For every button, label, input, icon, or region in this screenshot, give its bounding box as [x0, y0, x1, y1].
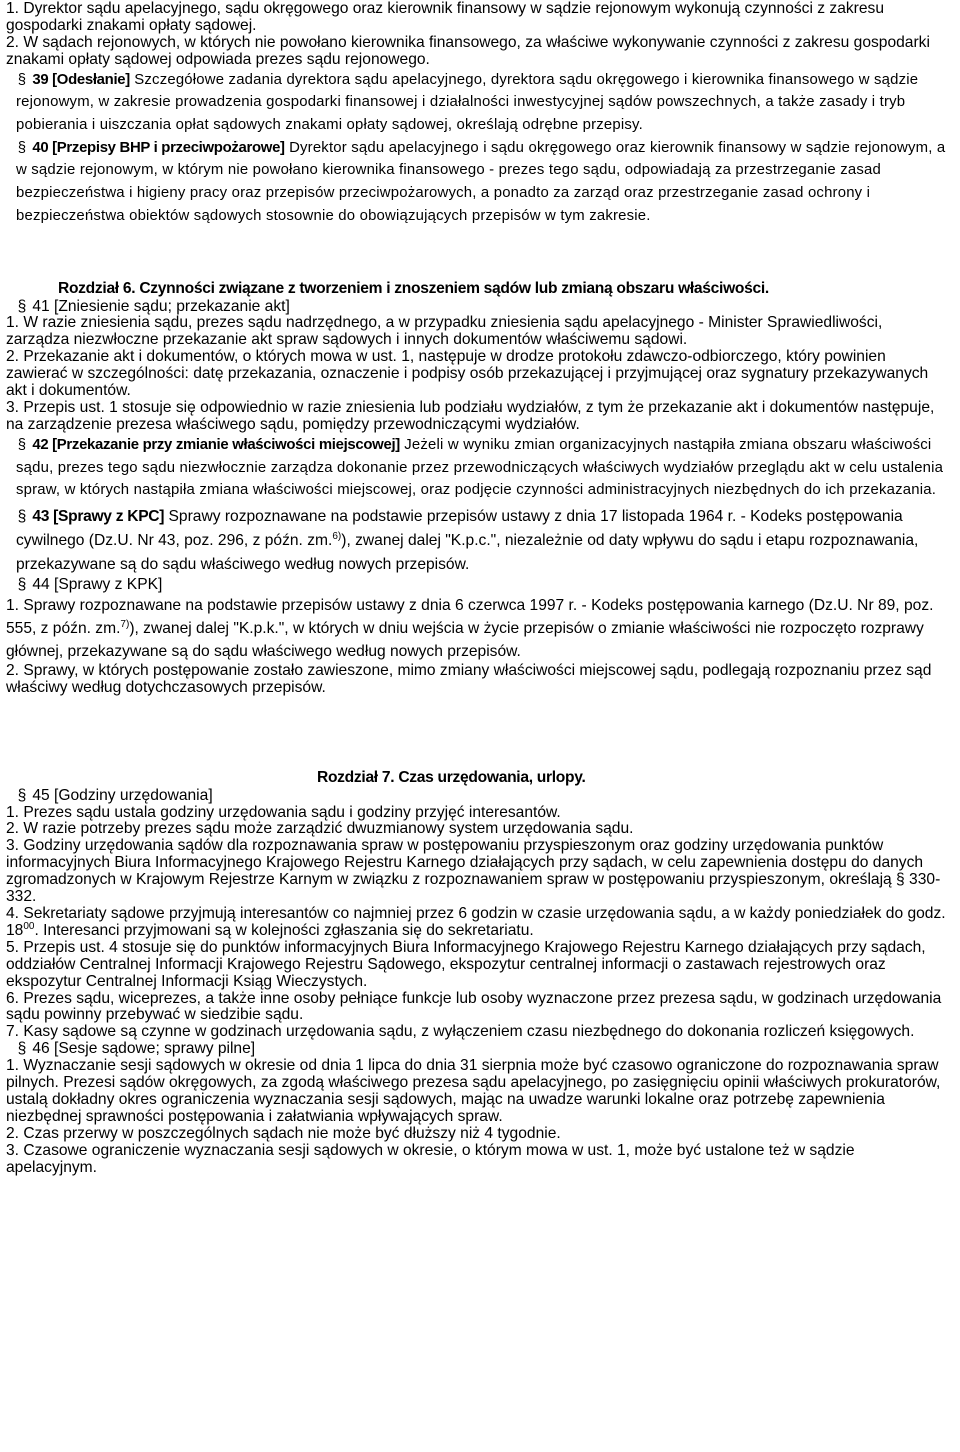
- article-41-title: 41 [Zniesienie sądu; przekazanie akt]: [32, 297, 290, 315]
- article-44-paragraph-2: 2. Sprawy, w których postępowanie zostało zawieszone, mimo zmiany właściwości miejscowej sądu, podlegają rozpoznaniu przez sąd właściwy według dotychczasowych przepisów.: [6, 661, 932, 696]
- article-40: [6, 137, 948, 228]
- footnote-6: 6): [332, 530, 342, 542]
- article-39: [6, 69, 948, 137]
- article-46-paragraph-2: 2. Czas przerwy w poszczególnych sądach nie może być dłuższy niż 4 tygodnie.: [6, 1124, 561, 1142]
- article-45-p4-a: 4. Sekretariaty sądowe przyjmują interesantów co najmniej przez 6 godzin w czasie urzędowania sądu, a w każdy poniedziałek do godz. 18: [6, 904, 946, 939]
- section-sign: §: [17, 297, 27, 315]
- article-42-title: 42 [Przekazanie przy zmianie właściwości miejscowej]: [32, 436, 400, 453]
- article-44-paragraph-1: [6, 594, 948, 663]
- article-40-title: 40 [Przepisy BHP i przeciwpożarowe]: [32, 139, 285, 156]
- article-45-paragraph-4: [6, 906, 948, 940]
- chapter-6-heading: Rozdział 6. Czynności związane z tworzeniem i znoszeniem sądów lub zmianą obszaru właściwości.: [58, 279, 769, 297]
- article-45-paragraph-6: 6. Prezes sądu, wiceprezes, a także inne osoby pełniące funkcje lub osoby wyznaczone przez prezesa sądu, w godzinach urzędowania sądu powinny przebywać w siedzibie sądu.: [6, 989, 942, 1024]
- section-sign: §: [17, 575, 27, 593]
- article-44-heading: [6, 577, 948, 594]
- chapter-7-heading: Rozdział 7. Czas urzędowania, urlopy.: [317, 768, 586, 786]
- article-46-title: 46 [Sesje sądowe; sprawy pilne]: [32, 1040, 256, 1058]
- article-45-paragraph-2: 2. W razie potrzeby prezes sądu może zarządzić dwuzmianowy system urzędowania sądu.: [6, 820, 634, 838]
- paragraph-top-1: 1. Dyrektor sądu apelacyjnego, sądu okręgowego oraz kierownik finansowy w sądzie rejonowym wykonują czynności z zakresu gospodarki znakami opłaty sądowej.: [6, 0, 885, 34]
- article-41-paragraph-2: 2. Przekazanie akt i dokumentów, o których mowa w ust. 1, następuje w drodze protokołu zdawczo-odbiorczego, który powinien zawierać w szczególności: datę przekazania, oznaczenie i podpisy osób przekazującej i przyjmującej oraz sygnatury przekazywanych akt i dokumentów.: [6, 348, 929, 400]
- article-45-title: 45 [Godziny urzędowania]: [32, 786, 213, 804]
- footnote-7: 7): [120, 618, 130, 630]
- article-41-heading: [6, 299, 948, 316]
- section-sign: §: [17, 139, 27, 156]
- article-40-text: Dyrektor sądu apelacyjnego i sądu okręgowego oraz kierownik finansowy w sądzie rejonowym, a w sądzie rejonowym, w którym nie powołano kierownika finansowego - prezes tego sądu, odpowiadają za przestrzeganie zasad bezpieczeństwa i higieny pracy oraz przepisów przeciwpożarowych, a ponadto za zarząd oraz przestrzeganie zasad ochrony i bezpieczeństwa obiektów sądowych stosownie do obowiązujących przepisów w tym zakresie.: [16, 139, 946, 224]
- article-41-paragraph-1: 1. W razie zniesienia sądu, prezes sądu nadrzędnego, a w przypadku zniesienia sądu apelacyjnego - Minister Sprawiedliwości, zarządza niezwłoczne przekazanie akt spraw sądowych i innych dokumentów właściwemu sądowi.: [6, 314, 883, 349]
- time-superscript: 00: [23, 920, 35, 932]
- section-sign: §: [17, 436, 27, 453]
- article-39-title: 39 [Odesłanie]: [32, 71, 130, 88]
- article-45-paragraph-3: 3. Godziny urzędowania sądów dla rozpoznawania spraw w postępowaniu przyspieszonym oraz godziny urzędowania punktów informacyjnych Biura Informacyjnego Krajowego Rejestru Karnego działających przy sądach, w celu zapewnienia dostępu do danych zgromadzonych w Krajowym Rejestrze Karnym w związku z rozpoznawaniem spraw w postępowaniu przyspieszonym, określają § 330-332.: [6, 837, 941, 906]
- article-44-p1-b: ), zwanej dalej "K.p.k.", w których w dniu wejścia w życie przepisów o zmianie właściwości nie rozpoczęto rozprawy głównej, przekazywane są do sądu właściwego według nowych przepisów.: [6, 619, 924, 660]
- article-43-text-b: ), zwanej dalej "K.p.c.", niezależnie od daty wpływu do sądu i etapu rozpoznawania, przekazywane są do sądu właściwego według nowych przepisów.: [16, 531, 919, 573]
- section-sign: §: [17, 71, 27, 88]
- section-sign: §: [17, 507, 27, 525]
- section-sign: §: [17, 1040, 27, 1058]
- article-46-paragraph-1: 1. Wyznaczanie sesji sądowych w okresie od dnia 1 lipca do dnia 31 sierpnia może być czasowo ograniczone do rozpoznawania spraw pilnych. Prezesi sądów okręgowych, za zgodą właściwego prezesa sądu apelacyjnego, po zasięgnięciu opinii właściwych prokuratorów, ustalą dokładny okres ograniczenia wyznaczania sesji sądowych, mając na uwadze warunki lokalne oraz potrzebę zapewnienia niezbędnej sprawności postępowania i załatwiania wpływających spraw.: [6, 1057, 941, 1125]
- article-45-paragraph-5: 5. Przepis ust. 4 stosuje się do punktów informacyjnych Biura Informacyjnego Krajowego Rejestru Karnego działających przy sądach, oddziałów Centralnej Informacji Krajowego Rejestru Sądowego, ekspozytur centralnej informacji o zastawach rejestrowych oraz ekspozytur Centralnej Informacji Ksiąg Wieczystych.: [6, 938, 926, 990]
- article-42: [6, 434, 948, 502]
- article-41-paragraph-3: 3. Przepis ust. 1 stosuje się odpowiednio w razie zniesienia lub podziału wydziałów, z tym że przekazanie akt i dokumentów następuje, na zarządzenie prezesa właściwego sądu, pomiędzy przewodniczącymi wydziałów.: [6, 398, 935, 433]
- article-45-p4-b: . Interesanci przyjmowani są w kolejności zgłaszania się do sekretariatu.: [34, 921, 534, 939]
- article-43-text-a: Sprawy rozpoznawane na podstawie przepisów ustawy z dnia 17 listopada 1964 r. - Kodeks postępowania cywilnego (Dz.U. Nr 43, poz. 296, z późn. zm.: [16, 507, 903, 549]
- article-44-p1-a: 1. Sprawy rozpoznawane na podstawie przepisów ustawy z dnia 6 czerwca 1997 r. - Kodeks postępowania karnego (Dz.U. Nr 89, poz. 555, z późn. zm.: [6, 596, 934, 637]
- article-46-heading: [6, 1041, 948, 1058]
- section-sign: §: [17, 786, 27, 804]
- article-43-title: 43 [Sprawy z KPC]: [32, 507, 165, 525]
- article-45-paragraph-1: 1. Prezes sądu ustala godziny urzędowania sądu i godziny przyjęć interesantów.: [6, 803, 561, 821]
- article-42-text: Jeżeli w wyniku zmian organizacyjnych nastąpiła zmiana obszaru właściwości sądu, prezes tego sądu niezwłocznie zarządza dokonanie przez przewodniczących właściwych wydziałów przeglądu akt w celu ustalenia spraw, w których nastąpiła zmiana właściwości miejscowej, oraz podjęcie czynności administracyjnych niezbędnych do ich przekazania.: [16, 436, 944, 499]
- article-46-paragraph-3: 3. Czasowe ograniczenie wyznaczania sesji sądowych w okresie, o którym mowa w ust. 1, może być ustalone też w sądzie apelacyjnym.: [6, 1141, 855, 1176]
- article-44-title: 44 [Sprawy z KPK]: [32, 575, 163, 593]
- paragraph-top-2: 2. W sądach rejonowych, w których nie powołano kierownika finansowego, za właściwe wykonywanie czynności z zakresu gospodarki znakami opłaty sądowej odpowiada prezes sądu rejonowego.: [6, 33, 930, 68]
- article-45-heading: [6, 788, 948, 805]
- article-45-paragraph-7: 7. Kasy sądowe są czynne w godzinach urzędowania sądu, z wyłączeniem czasu niezbędnego do dokonania rozliczeń księgowych.: [6, 1023, 915, 1041]
- article-43: [6, 505, 948, 577]
- article-39-text: Szczegółowe zadania dyrektora sądu apelacyjnego, dyrektora sądu okręgowego i kierownika finansowego w sądzie rejonowym, w zakresie prowadzenia gospodarki finansowej i działalności inwestycyjnej sądów powszechnych, a także zasady i tryb pobierania i uiszczania opłat sądowych znakami opłaty sądowej, określają odrębne przepisy.: [16, 71, 919, 134]
